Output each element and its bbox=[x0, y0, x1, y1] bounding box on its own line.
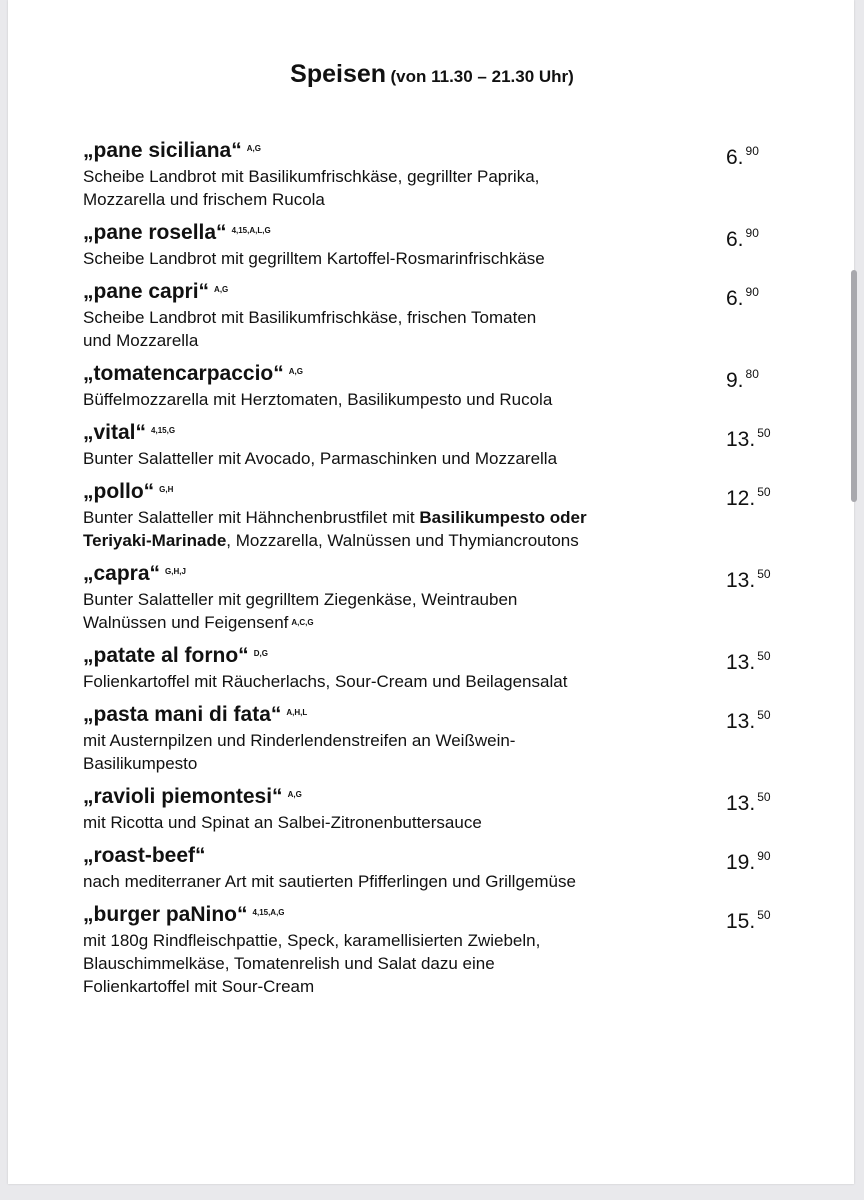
item-price: 13. $^{50}$ bbox=[726, 649, 771, 674]
menu-item bbox=[83, 278, 783, 352]
item-price: 15. $^{50}$ bbox=[726, 908, 771, 933]
menu-item bbox=[83, 701, 783, 775]
item-description: mit Austernpilzen und Rinderlendenstreifen an Weißwein- bbox=[83, 731, 516, 750]
item-description: Folienkartoffel mit Räucherlachs, Sour-Cream und Beilagensalat bbox=[83, 672, 568, 691]
item-description: und Mozzarella bbox=[83, 331, 199, 350]
menu-item bbox=[83, 360, 783, 411]
menu-item bbox=[83, 901, 783, 998]
item-name: „pane capri“ bbox=[83, 280, 210, 303]
menu-item bbox=[83, 419, 783, 470]
item-description: Walnüssen und Feigensenf A,C,G bbox=[83, 613, 314, 632]
item-name: „capra“ bbox=[83, 562, 161, 585]
item-description: mit Ricotta und Spinat an Salbei-Zitronenbuttersauce bbox=[83, 813, 482, 832]
menu-list bbox=[83, 137, 783, 1006]
item-price: 19. $^{90}$ bbox=[726, 849, 771, 874]
allergen-codes: A,G bbox=[214, 285, 229, 294]
item-price: 13. $^{50}$ bbox=[726, 708, 771, 733]
title-hours: (von 11.30 – 21.30 Uhr) bbox=[390, 67, 574, 86]
menu-item bbox=[83, 560, 783, 634]
menu-item bbox=[83, 842, 783, 893]
item-name: „tomatencarpaccio“ bbox=[83, 362, 284, 385]
allergen-codes: 4,15,A,L,G bbox=[231, 226, 271, 235]
item-description: mit 180g Rindfleischpattie, Speck, karamellisierten Zwiebeln, bbox=[83, 931, 541, 950]
menu-item bbox=[83, 642, 783, 693]
item-price: 6. $^{90}$ bbox=[726, 226, 759, 251]
item-description: Büffelmozzarella mit Herztomaten, Basilikumpesto und Rucola bbox=[83, 390, 553, 409]
title-main: Speisen bbox=[290, 60, 387, 88]
scrollbar[interactable] bbox=[851, 270, 857, 502]
allergen-codes: G,H bbox=[159, 485, 174, 494]
item-description: Bunter Salatteller mit Hähnchenbrustfilet mit Basilikumpesto oder bbox=[83, 508, 587, 527]
item-name: „roast-beef“ bbox=[83, 844, 206, 867]
item-price: 6. $^{90}$ bbox=[726, 285, 759, 310]
item-price: 9. $^{80}$ bbox=[726, 367, 759, 392]
item-name: „ravioli piemontesi“ bbox=[83, 785, 283, 808]
allergen-codes: A,G bbox=[246, 144, 261, 153]
allergen-codes: 4,15,A,G bbox=[252, 908, 285, 917]
item-description: Bunter Salatteller mit Avocado, Parmaschinken und Mozzarella bbox=[83, 449, 558, 468]
item-description: Basilikumpesto bbox=[83, 754, 198, 773]
item-name: „pollo“ bbox=[83, 480, 155, 503]
item-description: Scheibe Landbrot mit gegrilltem Kartoffel-Rosmarinfrischkäse bbox=[83, 249, 545, 268]
item-description: Mozzarella und frischem Rucola bbox=[83, 190, 325, 209]
item-description: Teriyaki-Marinade, Mozzarella, Walnüssen und Thymiancroutons bbox=[83, 531, 579, 550]
item-name: „pane siciliana“ bbox=[83, 139, 242, 162]
page-title bbox=[0, 60, 864, 89]
item-price: 12. $^{50}$ bbox=[726, 485, 771, 510]
item-price: 13. $^{50}$ bbox=[726, 567, 771, 592]
item-description: Scheibe Landbrot mit Basilikumfrischkäse, gegrillter Paprika, bbox=[83, 167, 540, 186]
allergen-codes: D,G bbox=[253, 649, 268, 658]
menu-item bbox=[83, 219, 783, 270]
item-name: „pasta mani di fata“ bbox=[83, 703, 282, 726]
item-description: Scheibe Landbrot mit Basilikumfrischkäse, frischen Tomaten bbox=[83, 308, 537, 327]
menu-item bbox=[83, 478, 783, 552]
item-description: nach mediterraner Art mit sautierten Pfifferlingen und Grillgemüse bbox=[83, 872, 576, 891]
item-name: „pane rosella“ bbox=[83, 221, 227, 244]
menu-item bbox=[83, 137, 783, 211]
item-price: 6. $^{90}$ bbox=[726, 144, 759, 169]
item-name: „burger paNino“ bbox=[83, 903, 248, 926]
item-description: Blauschimmelkäse, Tomatenrelish und Salat dazu eine bbox=[83, 954, 495, 973]
item-description: Folienkartoffel mit Sour-Cream bbox=[83, 977, 315, 996]
item-description: Bunter Salatteller mit gegrilltem Ziegenkäse, Weintrauben bbox=[83, 590, 518, 609]
item-price: 13. $^{50}$ bbox=[726, 426, 771, 451]
allergen-codes: G,H,J bbox=[165, 567, 186, 576]
allergen-codes: A,G bbox=[288, 367, 303, 376]
menu-item bbox=[83, 783, 783, 834]
allergen-codes: A,H,L bbox=[286, 708, 308, 717]
item-price: 13. $^{50}$ bbox=[726, 790, 771, 815]
allergen-codes: A,C,G bbox=[291, 618, 314, 627]
item-name: „vital“ bbox=[83, 421, 147, 444]
allergen-codes: 4,15,G bbox=[151, 426, 176, 435]
allergen-codes: A,G bbox=[287, 790, 302, 799]
item-name: „patate al forno“ bbox=[83, 644, 249, 667]
